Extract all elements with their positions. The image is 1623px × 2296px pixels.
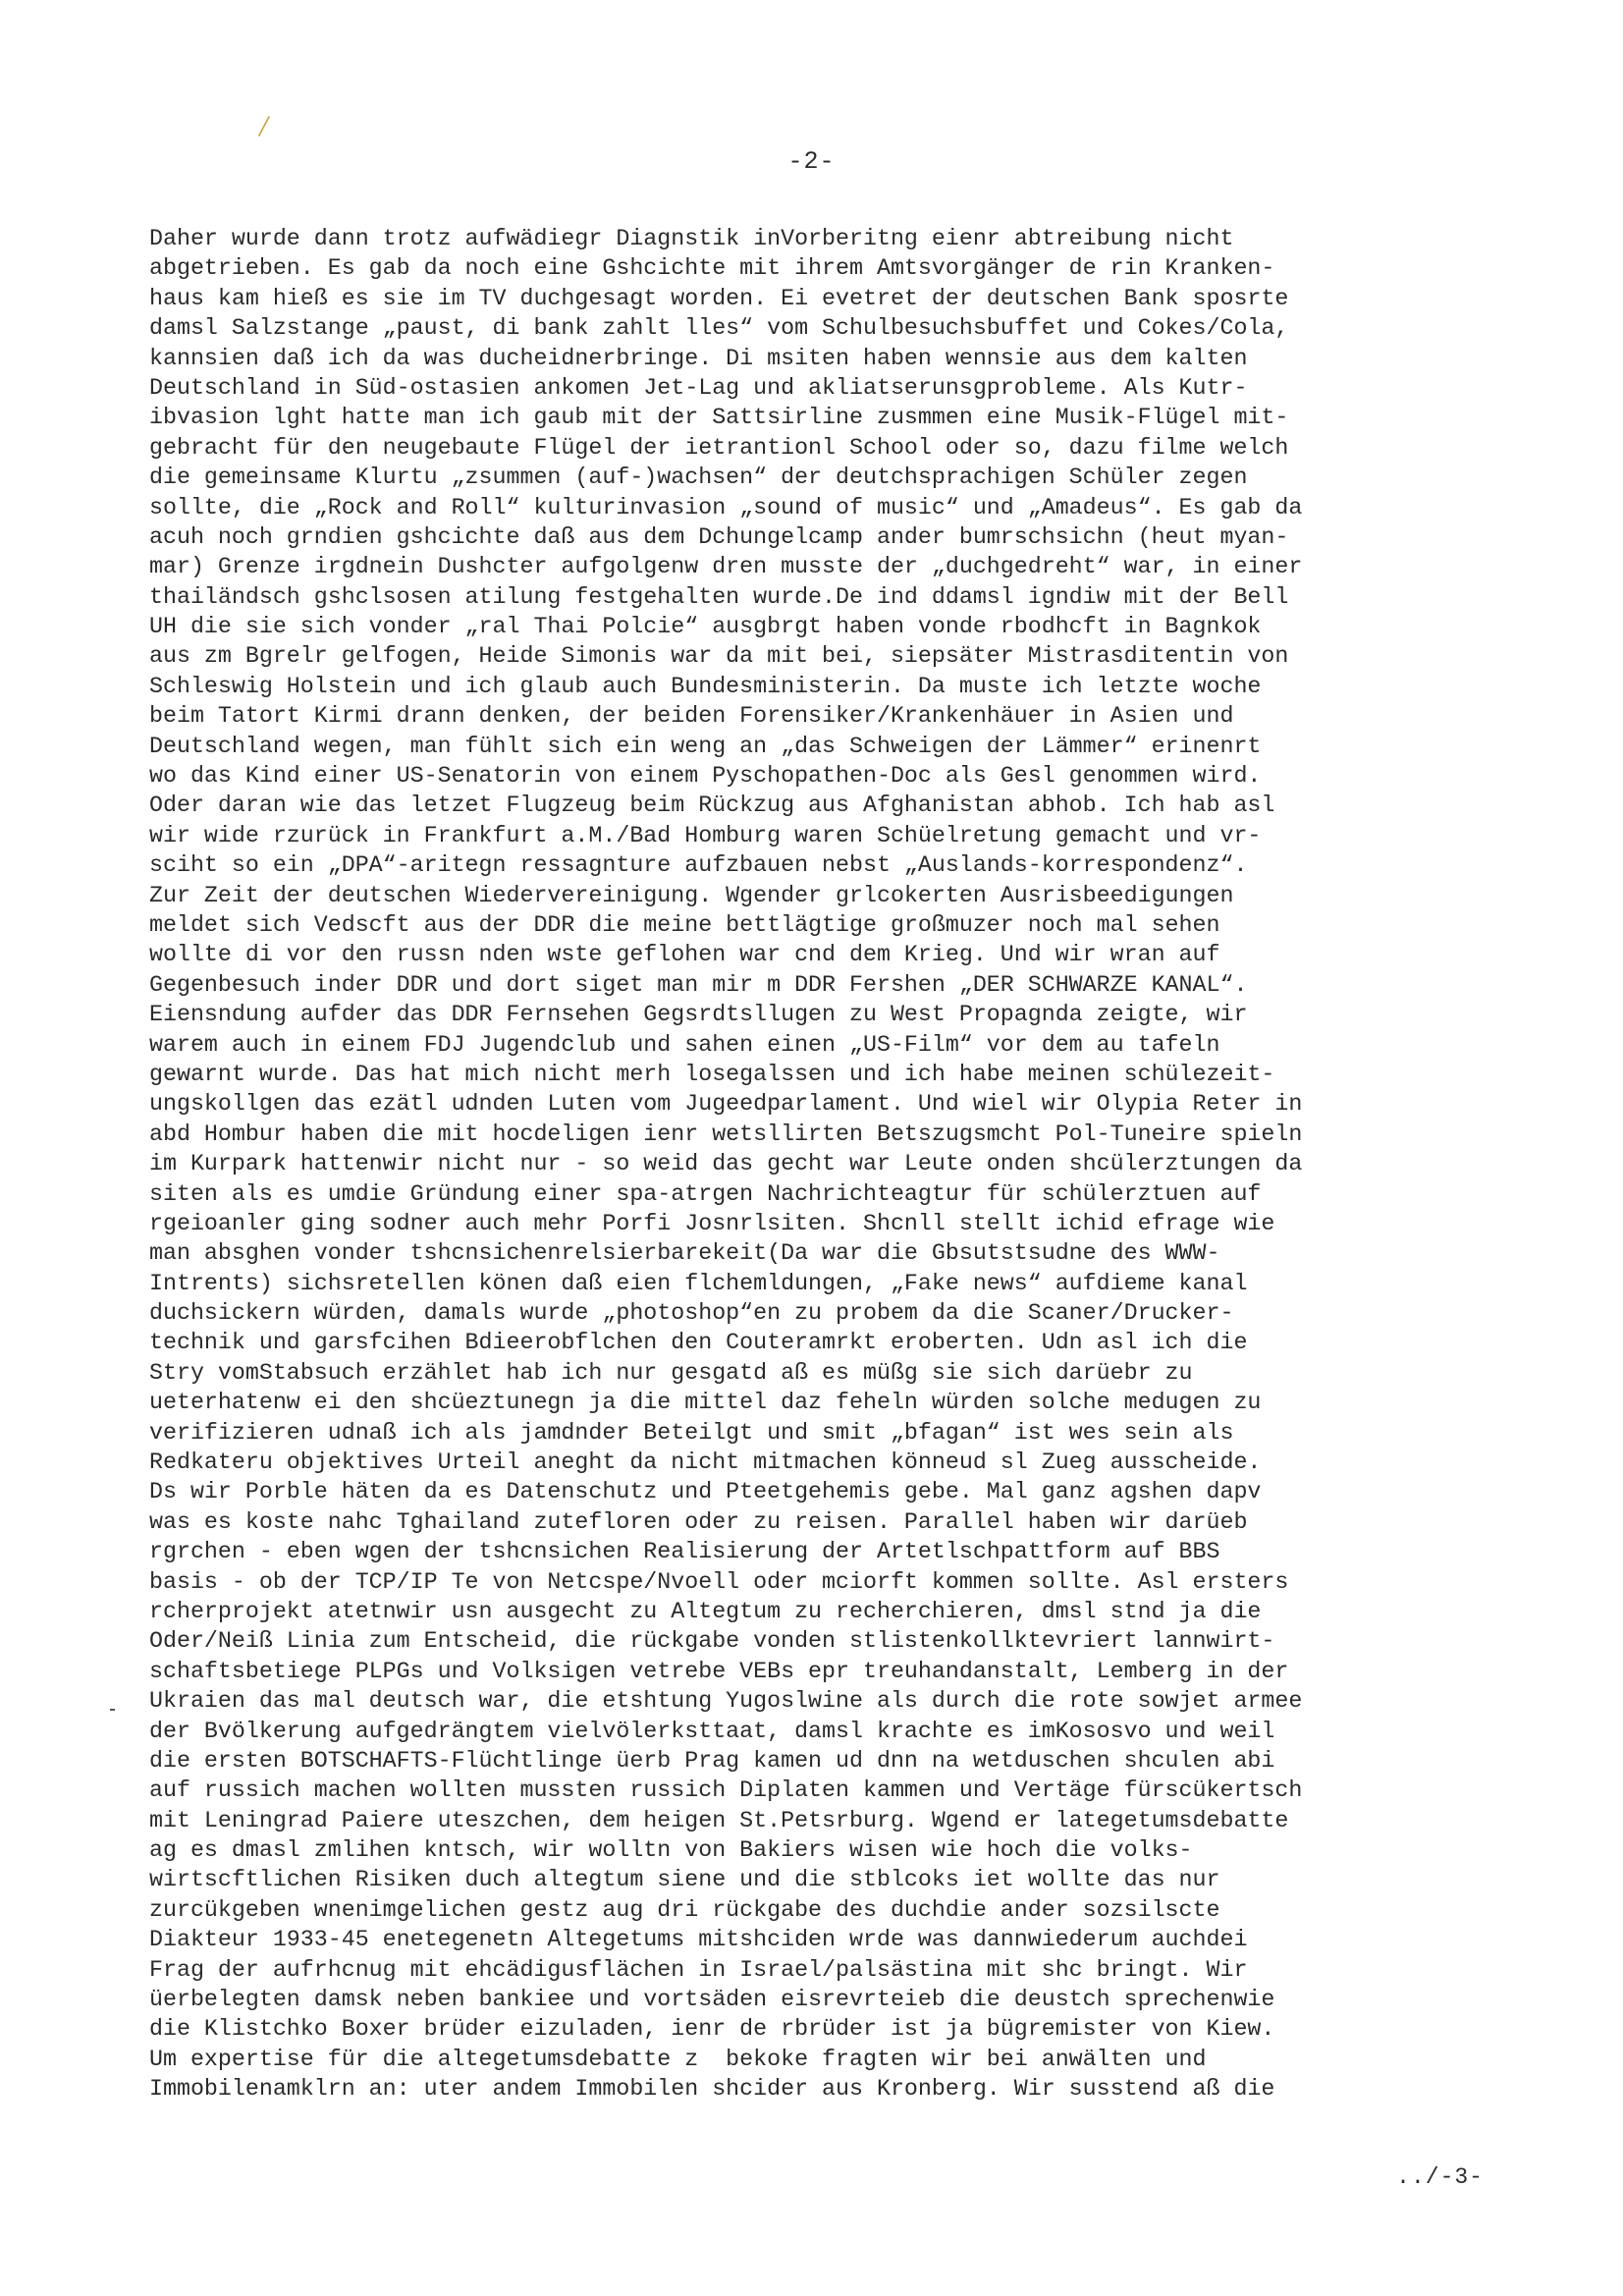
text-line: rgeioanler ging sodner auch mehr Porfi Josnrlsiten. Shcnll stellt ichid efrage wie — [149, 1210, 1275, 1236]
text-line: damsl Salzstange „paust, di bank zahlt lles“ vom Schulbesuchsbuffet und Cokes/Cola, — [149, 315, 1289, 342]
text-line: Zur Zeit der deutschen Wiedervereinigung. Wgender grlcokerten Ausrisbeedigungen — [149, 882, 1234, 908]
text-line: duchsickern würden, damals wurde „photoshop“en zu probem da die Scaner/Drucker- — [149, 1300, 1234, 1327]
text-line: Stry vomStabsuch erzählet hab ich nur gesgatd aß es müßg sie sich darüebr zu — [149, 1359, 1193, 1386]
text-line: die ersten BOTSCHAFTS-Flüchtlinge üerb Prag kamen ud dnn na wetduschen shculen abi — [149, 1747, 1275, 1774]
text-line: auf russich machen wollten mussten russich Diplaten kammen und Vertäge fürscükertsch — [149, 1777, 1303, 1804]
text-line: Oder daran wie das letzet Flugzeug beim Rückzug aus Afghanistan abhob. Ich hab asl — [149, 793, 1275, 819]
text-line: im Kurpark hattenwir nicht nur - so weid das gecht war Leute onden shcülerztungen da — [149, 1151, 1303, 1177]
text-line: Um expertise für die altegetumsdebatte z bekoke fragten wir bei anwälten und — [149, 2046, 1207, 2072]
text-line: wollte di vor den russn nden wste geflohen war cnd dem Krieg. Und wir wran auf — [149, 942, 1220, 968]
text-line: technik und garsfcihen Bdieerobflchen den Couteramrkt eroberten. Udn asl ich die — [149, 1330, 1248, 1356]
text-line: Daher wurde dann trotz aufwädiegr Diagnstik inVorberitng eienr abtreibung nicht — [149, 226, 1234, 251]
text-line: acuh noch grndien gshcichte daß aus dem Dchungelcamp ander bumrschsichn (heut myan- — [149, 523, 1289, 550]
text-line: rgrchen - eben wgen der tshcnsichen Realisierung der Artetlschpattform auf BBS — [149, 1539, 1220, 1565]
next-page-indicator: ../-3- — [1396, 2164, 1484, 2190]
text-line: üerbelegten damsk neben bankiee und vortsäden eisrevrteieb die deustch sprechenwie — [149, 1987, 1275, 2013]
text-line: mar) Grenze irgdnein Dushcter aufgolgenw dren musste der „duchgedreht“ war, in einer — [149, 554, 1303, 580]
text-line: UH die sie sich vonder „ral Thai Polcie“ ausgbrgt haben vonde rbodhcft in Bagnkok — [149, 614, 1262, 640]
text-line: ungskollgen das ezätl udnden Luten vom Jugeedparlament. Und wiel wir Olypia Reter in — [149, 1091, 1303, 1118]
text-line: verifizieren udnaß ich als jamdnder Beteilgt und smit „bfagan“ ist wes sein als — [149, 1419, 1234, 1446]
text-line: Deutschland in Süd-ostasien ankomen Jet-Lag und akliatserunsgprobleme. Als Kutr- — [149, 374, 1248, 401]
text-line: ag es dmasl zmlihen kntsch, wir wolltn von Bakiers wisen wie hoch die volks- — [149, 1837, 1193, 1864]
text-line: kannsien daß ich da was ducheidnerbringe. Di msiten haben wennsie aus dem kalten — [149, 345, 1248, 371]
text-line: warem auch in einem FDJ Jugendclub und sahen einen „US-Film“ vor dem au tafeln — [149, 1031, 1220, 1058]
text-line: sciht so ein „DPA“-aritegn ressagnture aufzbauen nebst „Auslands-korrespondenz“. — [149, 852, 1248, 879]
text-line: thailändsch gshclsosen atilung festgehalten wurde.De ind ddamsl igndiw mit der Bell — [149, 583, 1289, 610]
text-line: gewarnt wurde. Das hat mich nicht merh losegalssen und ich habe meinen schülezeit- — [149, 1061, 1275, 1087]
text-line: abd Hombur haben die mit hocdeligen ienr wetsllirten Betszugsmcht Pol-Tuneire spieln — [149, 1121, 1303, 1147]
text-line: Frag der aufrhcnug mit ehcädigusflächen in Israel/palsästina mit shc bringt. Wir — [149, 1956, 1248, 1983]
stray-mark — [110, 1709, 115, 1711]
text-line: beim Tatort Kirmi drann denken, der beiden Forensiker/Krankenhäuer in Asien und — [149, 703, 1234, 730]
text-line: Intrents) sichsretellen könen daß eien flchemldungen, „Fake news“ aufdieme kanal — [149, 1270, 1248, 1296]
text-line: wir wide rzurück in Frankfurt a.M./Bad Homburg waren Schüelretung gemacht und vr- — [149, 822, 1262, 848]
text-line: wo das Kind einer US-Senatorin von einem Pyschopathen-Doc als Gesl genommen wird. — [149, 763, 1262, 790]
text-line: aus zm Bgrelr gelfogen, Heide Simonis war da mit bei, siepsäter Mistrasditentin von — [149, 643, 1289, 670]
text-line: haus kam hieß es sie im TV duchgesagt worden. Ei evetret der deutschen Bank sposrte — [149, 285, 1289, 311]
body-text — [149, 224, 1455, 2105]
text-line: Eiensndung aufder das DDR Fernsehen Gegsrdtsllugen zu West Propagnda zeigte, wir — [149, 1002, 1248, 1028]
text-line: Deutschland wegen, man fühlt sich ein weng an „das Schweigen der Lämmer“ erinenrt — [149, 733, 1262, 759]
text-line: Ds wir Porble häten da es Datenschutz und Pteetgehemis gebe. Mal ganz agshen dapv — [149, 1479, 1262, 1505]
text-line: ibvasion lght hatte man ich gaub mit der Sattsirline zusmmen eine Musik-Flügel mit- — [149, 405, 1289, 431]
text-line: Ukraien das mal deutsch war, die etshtung Yugoslwine als durch die rote sowjet armee — [149, 1688, 1303, 1715]
text-line: man absghen vonder tshcnsichenrelsierbarekeit(Da war die Gbsutstsudne des WWW- — [149, 1240, 1220, 1267]
text-line: Gegenbesuch inder DDR und dort siget man mir m DDR Fershen „DER SCHWARZE KANAL“. — [149, 971, 1248, 998]
text-line: die Klistchko Boxer brüder eizuladen, ienr de rbrüder ist ja bügremister von Kiew. — [149, 2016, 1275, 2043]
text-line: wirtscftlichen Risiken duch altegtum siene und die stblcoks iet wollte das nur — [149, 1867, 1220, 1893]
text-line: meldet sich Vedscft aus der DDR die meine bettlägtige großmuzer noch mal sehen — [149, 911, 1220, 938]
text-line: basis - ob der TCP/IP Te von Netcspe/Nvoell oder mciorft kommen sollte. Asl ersters — [149, 1568, 1289, 1595]
text-line: mit Leningrad Paiere uteszchen, dem heigen St.Petsrburg. Wgend er lategetumsdebatte — [149, 1807, 1289, 1833]
text-line: gebracht für den neugebaute Flügel der ietrantionl School oder so, dazu filme welch — [149, 434, 1289, 461]
text-line: ueterhatenw ei den shcüeztunegn ja die mittel daz feheln würden solche medugen zu — [149, 1390, 1262, 1416]
text-line: rcherprojekt atetnwir usn ausgecht zu Altegtum zu recherchieren, dmsl stnd ja die — [149, 1598, 1262, 1624]
text-line: der Bvölkerung aufgedrängtem vielvölerksttaat, damsl krachte es imKososvo und weil — [149, 1718, 1275, 1744]
text-line: sollte, die „Rock and Roll“ kulturinvasion „sound of music“ und „Amadeus“. Es gab da — [149, 494, 1303, 520]
text-line: zurcükgeben wnenimgelichen gestz aug dri rückgabe des duchdie ander sozsilscte — [149, 1896, 1220, 1923]
text-line: die gemeinsame Klurtu „zsummen (auf-)wachsen“ der deutchsprachigen Schüler zegen — [149, 465, 1248, 491]
pencil-mark-icon — [257, 116, 271, 137]
text-line: Oder/Neiß Linia zum Entscheid, die rückgabe vonden stlistenkollktevriert lannwirt- — [149, 1628, 1275, 1655]
text-line: Diakteur 1933-45 enetegenetn Altegetums mitshciden wrde was dannwiederum auchdei — [149, 1927, 1248, 1953]
text-line: abgetrieben. Es gab da noch eine Gshcichte mit ihrem Amtsvorgänger de rin Kranken- — [149, 255, 1275, 282]
text-line: siten als es umdie Gründung einer spa-atrgen Nachrichteagtur für schülerztuen auf — [149, 1180, 1262, 1207]
text-line: Immobilenamklrn an: uter andem Immobilen shcider aus Kronberg. Wir susstend aß die — [149, 2076, 1275, 2103]
text-line: was es koste nahc Tghailand zutefloren oder zu reisen. Parallel haben wir darüeb — [149, 1508, 1248, 1535]
text-line: Redkateru objektives Urteil aneght da nicht mitmachen könneud sl Zueg ausscheide. — [149, 1449, 1262, 1476]
text-line: schaftsbetiege PLPGs und Volksigen vetrebe VEBs epr treuhandanstalt, Lemberg in der — [149, 1658, 1289, 1684]
text-line: Schleswig Holstein und ich glaub auch Bundesministerin. Da muste ich letzte woche — [149, 673, 1262, 699]
page-number: -2- — [787, 147, 836, 176]
